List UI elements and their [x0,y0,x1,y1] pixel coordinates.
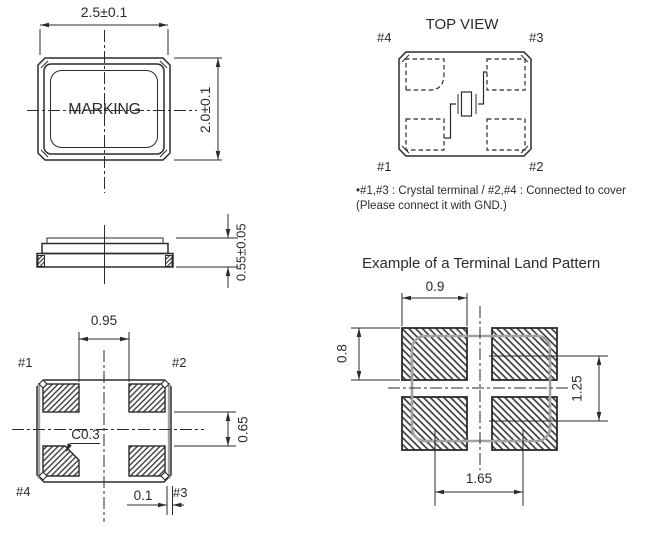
dim-chamfer: C0.3 [71,427,100,442]
dim-land-pad-height: 0.8 [334,344,350,363]
dim-package-width: 2.5±0.1 [80,4,128,20]
dim-thickness-lines [176,214,238,288]
pad-2 [129,384,165,412]
top-view-pin-4-label: #4 [377,30,392,45]
package-outline [399,52,531,156]
pad-4 [43,446,79,476]
bottom-view-pin-3-label: #3 [173,485,188,500]
dim-package-height: 2.0±0.1 [197,86,214,134]
dim-land-pad-height-lines [351,328,400,380]
crystal-symbol [444,72,487,138]
pad-3 [129,446,165,476]
pad-2-hidden [487,119,525,150]
side-terminal-right [166,256,173,267]
top-view-pin-2-label: #2 [529,159,544,174]
dim-land-pad-width-lines [402,293,467,326]
terminal-note-line-2: (Please connect it with GND.) [356,200,507,212]
bottom-view-pin-4-label: #4 [16,484,31,499]
dim-land-horizontal-pitch: 1.65 [465,471,493,486]
dim-edge-margin: 0.1 [133,488,153,503]
dim-land-vertical-pitch: 1.25 [569,375,585,402]
pad-4-hidden [406,59,444,90]
dim-land-pad-width: 0.9 [425,279,445,294]
dim-package-thickness: 0.55±0.05 [233,223,249,282]
bottom-view-pin-1-label: #1 [18,355,33,370]
top-view-linework [399,52,531,156]
marking-text: MARKING [68,101,141,118]
top-view-title: TOP VIEW [425,16,499,33]
dim-pad-gap-x: 0.95 [90,313,118,328]
bottom-view-pin-2-label: #2 [172,355,187,370]
land-pattern-title: Example of a Terminal Land Pattern [362,255,601,272]
pad-1-hidden [406,119,444,150]
pad-1 [43,384,79,412]
pad-3-hidden [487,59,525,90]
side-view-linework [37,214,238,288]
top-view-pin-3-label: #3 [529,30,544,45]
top-view-pin-1-label: #1 [377,159,392,174]
terminal-note-line-1: •#1,#3 : Crystal terminal / #2,#4 : Connected to cover [356,185,626,197]
dim-pad-gap-y: 0.65 [235,416,251,443]
side-terminal-left [38,256,45,267]
